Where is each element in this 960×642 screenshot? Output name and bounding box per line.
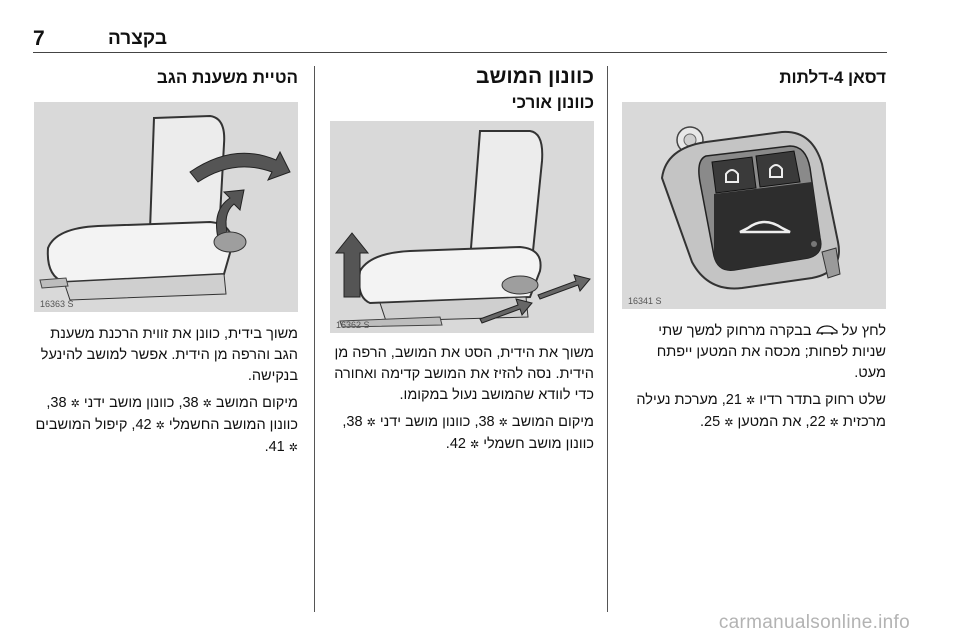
cross-reference-icon: ✲ (498, 417, 508, 429)
watermark: carmanualsonline.info (718, 612, 910, 633)
header-rule (33, 52, 887, 53)
figure-code: 16363 S (40, 299, 74, 309)
cross-reference-icon: ✲ (366, 417, 376, 429)
paragraphs (330, 343, 594, 456)
section-heading: כוונון המושב (476, 65, 594, 88)
paragraph-0: משוך את הידית, הסט את המושב, הרפה מן הידית. נסה להזיז את המושב קדימה ואחורה כדי לוודא שהמושב נעול במקומו. (334, 345, 594, 403)
figure-remote-key (622, 102, 886, 309)
paragraph-0: לחץ על בבקרה מרחוק למשך שתי שניות לפחות; מכסה את המטען ייפתח מעט. (656, 323, 886, 381)
paragraph-1: שלט רחוק בתדר רדיו ✲ 21, מערכת נעילה מרכזית ✲ 22, את המטען ✲ 25. (622, 390, 886, 434)
sub-heading: כוונון אורכי (511, 93, 594, 112)
backrest-recline-illustration (34, 102, 298, 312)
column-sedan-trunk (622, 60, 886, 434)
column-backrest-recline (34, 60, 298, 459)
section-heading: הטיית משענת הגב (156, 68, 298, 87)
page-number: 7 (33, 27, 45, 50)
figure-code: 16362 S (336, 320, 370, 330)
seat-longitudinal-illustration (330, 121, 594, 333)
page-header-title: בקצרה (108, 28, 167, 49)
paragraph-0: משוך בידית, כוונן את זווית הרכנת משענת הגב והרפה מן הידית. אפשר למושב להינעל בנקישה. (40, 326, 298, 384)
cross-reference-icon: ✲ (155, 420, 165, 432)
column-seat-adjustment (330, 60, 594, 456)
paragraph-1: מיקום המושב ✲ 38, כוונון מושב ידני ✲ 38, כוונון מושב חשמלי ✲ 42. (330, 412, 594, 456)
cross-reference-icon: ✲ (70, 398, 80, 410)
cross-reference-icon: ✲ (202, 398, 212, 410)
cross-reference-icon: ✲ (745, 395, 756, 407)
remote-key-illustration (622, 102, 886, 309)
column-divider (607, 66, 608, 612)
cross-reference-icon: ✲ (829, 417, 839, 429)
paragraphs (622, 321, 886, 434)
column-divider (314, 66, 315, 612)
paragraphs (34, 324, 298, 459)
figure-code: 16341 S (628, 296, 662, 306)
cross-reference-icon: ✲ (469, 439, 480, 451)
figure-backrest-recline (34, 102, 298, 312)
section-heading: דסאן 4-דלתות (779, 68, 886, 87)
figure-seat-longitudinal (330, 121, 594, 333)
cross-reference-icon: ✲ (288, 442, 298, 454)
car-trunk-icon (816, 323, 838, 339)
paragraph-1: מיקום המושב ✲ 38, כוונון מושב ידני ✲ 38, כוונון המושב החשמלי ✲ 42, קיפול המושבים ✲ 41. (34, 393, 298, 459)
cross-reference-icon: ✲ (724, 417, 734, 429)
